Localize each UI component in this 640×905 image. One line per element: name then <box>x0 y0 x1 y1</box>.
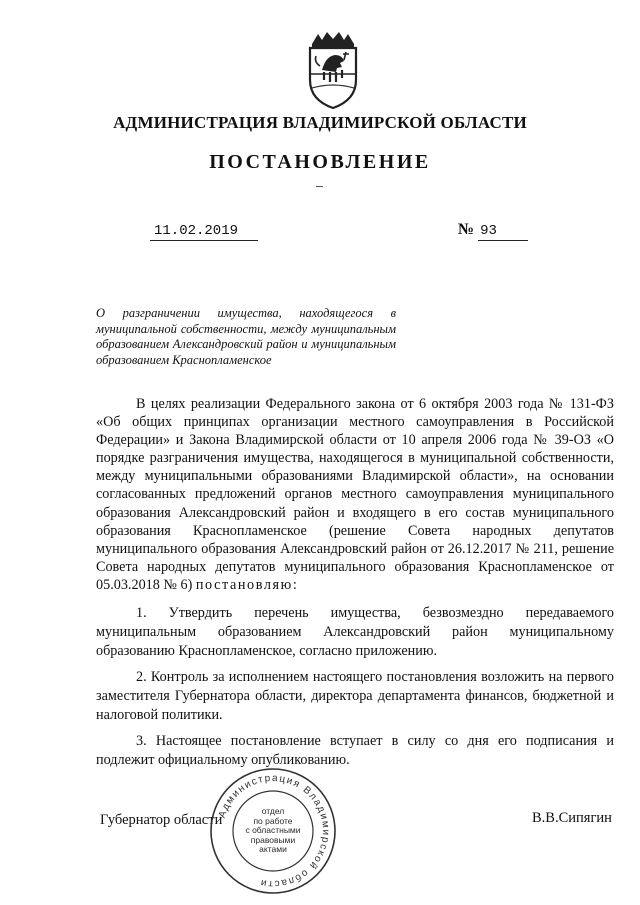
stamp-line: отдел <box>261 806 285 817</box>
stamp-line: с областными <box>245 825 301 836</box>
signature-name: В.В.Сипягин <box>532 810 612 826</box>
subject-line: муниципальной собственности, между муниципальным <box>96 321 396 336</box>
mark-dash <box>316 186 323 187</box>
number-label: № <box>458 221 475 238</box>
document-type-heading: ПОСТАНОВЛЕНИЕ <box>209 151 431 173</box>
stamp-line: актами <box>259 844 287 855</box>
vladimir-coat-of-arms-icon <box>302 30 364 110</box>
document-number <box>458 221 528 241</box>
stamp-line: правовыми <box>250 834 296 845</box>
resolution-item-2: 2. Контроль за исполнением настоящего постановления возложить на первого заместителя Губернатора области, директора департамента финансов, бюджетной и налоговой политики. <box>96 669 614 723</box>
official-stamp <box>208 766 338 896</box>
subject-line: О разграничении имущества, находящегося в <box>96 306 396 320</box>
document-date: 11.02.2019 <box>150 223 258 241</box>
signature-position: Губернатор области <box>100 812 223 828</box>
stamp-center <box>208 766 338 896</box>
document-subject <box>96 306 396 368</box>
number-value: 93 <box>478 222 528 241</box>
preamble-text: В целях реализации Федерального закона от 6 октября 2003 года № 131-ФЗ «Об общих принципах организации местного самоуправления в Российской Федерации» и Закона Владимирской области от 10 апреля 2006 года № 39-ОЗ «О порядке разграничения имущества, находящегося в муниципальной собственности, между муниципальными образованиями Владимирской области», на основании согласованных предложений органов местного самоуправления муниципального образования Александровский район и входящего в его состав муниципального образования Краснопламенское (решение Совета народных депутатов муниципального образования Александровский район от 26.12.2017 № 211, решение Совета народных депутатов муниципального образования Краснопламенское от 05.03.2018 № 6) <box>96 396 614 593</box>
preamble-paragraph <box>96 395 614 594</box>
resolve-word: постановляю: <box>195 576 299 593</box>
resolution-item-3: 3. Настоящее постановление вступает в силу со дня его подписания и подлежит официальному опубликованию. <box>96 733 614 768</box>
stamp-line: по работе <box>253 815 293 826</box>
organization-title: АДМИНИСТРАЦИЯ ВЛАДИМИРСКОЙ ОБЛАСТИ <box>113 113 527 132</box>
subject-line: образованием Александровский район и муниципальным <box>96 337 396 351</box>
subject-line: образованием Краснопламенское <box>96 352 272 367</box>
stamp-ring-text: Администрация Владимирской области <box>216 772 332 890</box>
resolution-item-1: 1. Утвердить перечень имущества, безвозмездно передаваемого муниципальным образованием Александровский район муниципальному образованию Краснопламенское, согласно приложению. <box>96 605 614 659</box>
